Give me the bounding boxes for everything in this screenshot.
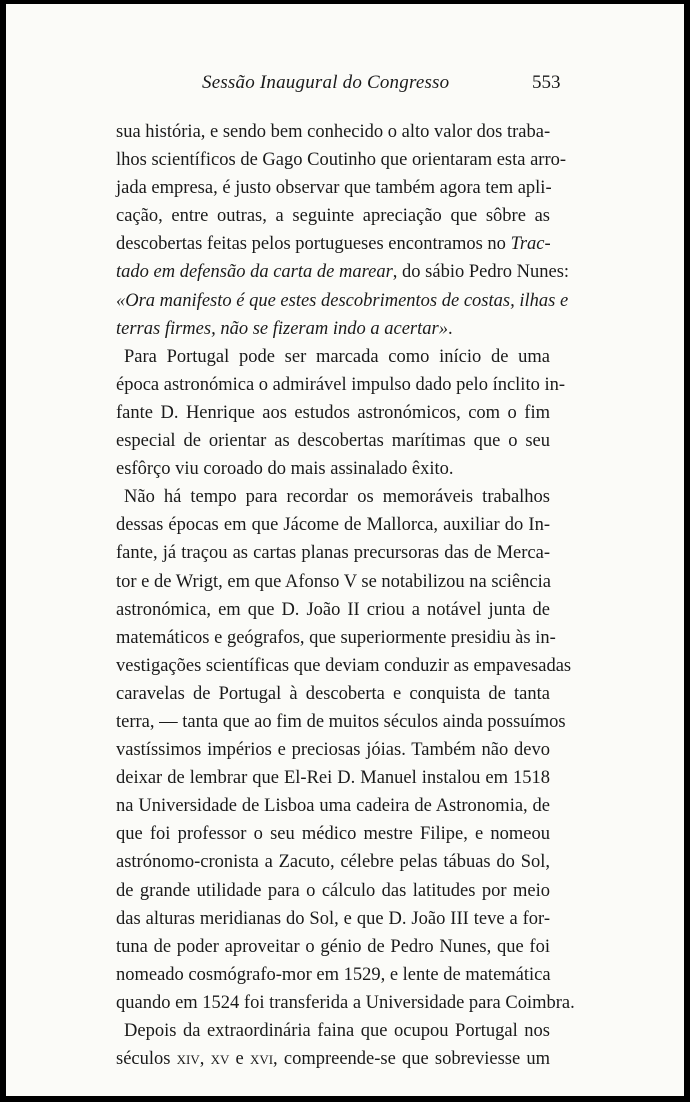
text-line: sua história, e sendo bem conhecido o alto valor dos traba-: [116, 122, 551, 142]
quotation-run: terras firmes, não se fizeram indo a acertar»: [116, 318, 448, 339]
text-run: e: [235, 1049, 244, 1070]
text-line: Não há tempo para recordar os memoráveis trabalhos: [124, 487, 550, 508]
text-line: vastíssimos impérios e preciosas jóias. Também não devo: [116, 740, 550, 761]
page-header: [6, 72, 684, 98]
century-numerals-run: xvi,: [249, 1049, 278, 1070]
italic-title-run: tado em defensão da carta de marear: [116, 262, 393, 283]
text-line: tor e de Wrigt, em que Afonso V se notabilizou na sciência: [116, 571, 551, 592]
quotation-line: [116, 315, 550, 343]
text-line: dessas épocas em que Jácome de Mallorca, auxiliar do In-: [116, 515, 550, 536]
text-line: esfôrço viu coroado do mais assinalado êxito.: [116, 459, 454, 480]
text-line: deixar de lembrar que El-Rei D. Manuel instalou em 1518: [116, 768, 550, 789]
text-line: Depois da extraordinária faina que ocupou Portugal nos: [124, 1021, 550, 1041]
text-line: terra, — tanta que ao fim de muitos séculos ainda possuímos: [116, 711, 566, 732]
text-line: que foi professor o seu médico mestre Filipe, e nomeou: [116, 824, 550, 845]
paragraph-4: [116, 1017, 550, 1073]
paragraph-3: [116, 483, 575, 1017]
book-page: [6, 4, 684, 1096]
text-line: de grande utilidade para o cálculo das latitudes por meio: [116, 880, 550, 901]
text-run: descobertas feitas pelos portugueses encontramos no: [116, 234, 506, 255]
text-run: , do sábio Pedro Nunes:: [392, 262, 570, 283]
text-line: astrónomo-cronista a Zacuto, célebre pelas tábuas do Sol,: [116, 852, 550, 873]
text-line: nomeado cosmógrafo-mor em 1529, e lente de matemática: [116, 964, 551, 985]
text-line: época astronómica o admirável impulso dado pelo ínclito in-: [116, 374, 566, 395]
text-line: astronómica, em que D. João II criou a notável junta de: [116, 599, 550, 620]
running-title: Sessão Inaugural do Congresso: [202, 72, 450, 93]
paragraph-2: [116, 343, 566, 483]
italic-title-run: Trac-: [510, 234, 551, 255]
text-line: Para Portugal pode ser marcada como início de uma: [124, 346, 550, 367]
text-line: [116, 258, 570, 286]
text-run: compreende-se que sobreviesse um: [283, 1049, 551, 1070]
text-line: especial de orientar as descobertas marítimas que o seu: [116, 431, 550, 452]
text-line: na Universidade de Lisboa uma cadeira de Astronomia, de: [116, 796, 550, 817]
text-line: lhos scientíficos de Gago Coutinho que orientaram esta arro-: [116, 150, 567, 171]
text-line: [116, 1045, 550, 1073]
text-line: fante, já traçou as cartas planas precursoras das de Merca-: [116, 543, 550, 564]
page-number: 553: [532, 72, 561, 93]
text-line: [116, 230, 550, 258]
text-run: .: [447, 318, 453, 339]
paragraph-1: [116, 118, 570, 343]
text-line: cação, entre outras, a seguinte apreciação que sôbre as: [116, 206, 550, 227]
text-line: jada empresa, é justo observar que também agora tem apli-: [116, 178, 552, 199]
quotation-line: «Ora manifesto é que estes descobrimentos de costas, ilhas e: [116, 290, 569, 311]
text-line: quando em 1524 foi transferida a Universidade para Coimbra.: [116, 992, 575, 1013]
text-line: tuna de poder aproveitar o génio de Pedro Nunes, que foi: [116, 936, 550, 957]
text-run: séculos: [116, 1049, 171, 1070]
text-line: caravelas de Portugal à descoberta e conquista de tanta: [116, 683, 550, 704]
text-line: matemáticos e geógrafos, que superiormente presidiu às in-: [116, 627, 556, 648]
text-line: das alturas meridianas do Sol, e que D. João III teve a for-: [116, 908, 550, 929]
century-numerals-run: xiv, xv: [176, 1049, 230, 1070]
text-line: vestigações scientíficas que deviam conduzir as empavesadas: [116, 655, 572, 676]
text-line: fante D. Henrique aos estudos astronómicos, com o fim: [116, 402, 550, 423]
body-text: [116, 118, 575, 1073]
